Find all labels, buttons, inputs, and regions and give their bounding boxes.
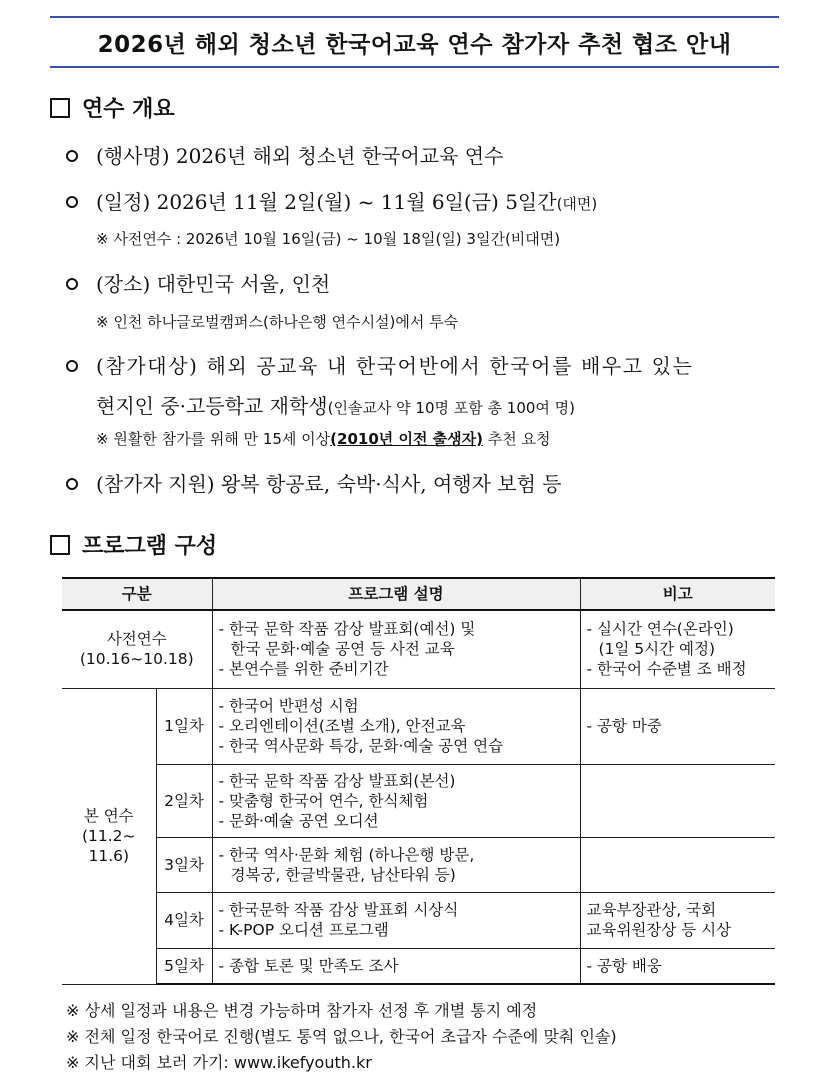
day-note xyxy=(580,892,775,948)
day-label: 3일차 xyxy=(156,837,212,892)
bullet-text: (참가대상) 해외 공교육 내 한국어반에서 한국어를 배우고 있는 xyxy=(96,354,694,378)
main-training-label: 본 연수 xyxy=(83,807,134,825)
table-row-pre xyxy=(62,610,775,688)
day-note xyxy=(580,837,775,892)
day-note xyxy=(580,948,775,984)
pre-training-note xyxy=(580,610,775,688)
bullet-schedule xyxy=(66,186,597,215)
section-heading-text: 프로그램 구성 xyxy=(82,534,218,559)
note-line: (1일 5시간 예정) xyxy=(598,640,716,659)
footnote-language: ※ 전체 일정 한국어로 진행(별도 통역 없으나, 한국어 초급자 수준에 맞춰 인솔) xyxy=(66,1027,617,1046)
main-training-dates: (11.2~ xyxy=(81,827,136,845)
document-title-box xyxy=(50,16,779,68)
desc-line: - 맞춤형 한국어 연수, 한식체험 xyxy=(218,791,429,810)
note-line: - 한국어 수준별 조 배정 xyxy=(586,660,747,679)
bullet-text: (일정) 2026년 11월 2일(월) ~ 11월 6일(금) 5일간 xyxy=(96,190,557,214)
bullet-text: 현지인 중·고등학교 재학생 xyxy=(96,394,328,418)
note-age-requirement xyxy=(96,428,551,449)
desc-line: - 종합 토론 및 만족도 조사 xyxy=(218,956,399,975)
day-label: 2일차 xyxy=(156,764,212,837)
header-remarks: 비고 xyxy=(580,578,775,610)
bullet-target-line2 xyxy=(96,390,575,419)
circle-bullet-icon xyxy=(66,150,78,162)
day-desc xyxy=(212,688,580,764)
bullet-text: (장소) 대한민국 서울, 인천 xyxy=(96,272,331,296)
day-desc xyxy=(212,764,580,837)
note-line: 교육위원장상 등 시상 xyxy=(586,921,732,939)
bullet-venue xyxy=(66,268,330,297)
main-training-label-cell xyxy=(62,688,156,984)
checkbox-square-icon xyxy=(50,98,70,118)
day-desc xyxy=(212,948,580,984)
day-label: 1일차 xyxy=(156,688,212,764)
section-heading-overview xyxy=(50,92,175,123)
circle-bullet-icon xyxy=(66,360,78,372)
day-label: 5일차 xyxy=(156,948,212,984)
bullet-suffix: (인솔교사 약 10명 포함 총 100여 명) xyxy=(327,399,576,417)
table-row-day3 xyxy=(62,837,775,892)
pre-training-label-cell xyxy=(62,610,212,688)
desc-line: - 한국어 반편성 시험 xyxy=(218,697,359,715)
bullet-support xyxy=(66,468,562,497)
day-note xyxy=(580,764,775,837)
header-category: 구분 xyxy=(62,578,212,610)
day-desc xyxy=(212,837,580,892)
program-table xyxy=(62,577,775,985)
bullet-suffix: (대면) xyxy=(556,195,598,213)
note-line: - 공항 배웅 xyxy=(586,956,662,975)
document-title: 2026년 해외 청소년 한국어교육 연수 참가자 추천 협조 안내 xyxy=(97,31,732,58)
desc-line: - 본연수를 위한 준비기간 xyxy=(218,660,389,679)
note-line: - 공항 마중 xyxy=(586,717,662,735)
note-emphasis: (2010년 이전 출생자) xyxy=(330,430,484,448)
table-header-row xyxy=(62,578,775,610)
bullet-target xyxy=(66,350,694,379)
note-text: ※ 원활한 참가를 위해 만 15세 이상 xyxy=(96,430,331,448)
circle-bullet-icon xyxy=(66,278,78,290)
header-description: 프로그램 설명 xyxy=(212,578,580,610)
section-heading-program xyxy=(50,529,217,560)
desc-line: - 한국 문학 작품 감상 발표회(본선) xyxy=(218,771,456,790)
desc-line: - 문화·예술 공연 오디션 xyxy=(218,811,379,830)
circle-bullet-icon xyxy=(66,478,78,490)
bullet-event-name xyxy=(66,140,503,169)
day-desc xyxy=(212,892,580,948)
table-row-day5 xyxy=(62,948,775,984)
table-row-day4 xyxy=(62,892,775,948)
day-note xyxy=(580,688,775,764)
footnote-past-event-link[interactable]: ※ 지난 대회 보러 가기: www.ikefyouth.kr xyxy=(66,1053,372,1072)
circle-bullet-icon xyxy=(66,196,78,208)
pre-training-dates: (10.16~10.18) xyxy=(79,650,194,669)
pre-training-label: 사전연수 xyxy=(106,630,167,649)
table-row-day2 xyxy=(62,764,775,837)
pre-training-desc xyxy=(212,610,580,688)
note-text: 추천 요청 xyxy=(483,430,551,448)
section-heading-text: 연수 개요 xyxy=(82,97,175,122)
footnote-schedule-change: ※ 상세 일정과 내용은 변경 가능하며 참가자 선정 후 개별 통지 예정 xyxy=(66,1001,538,1020)
desc-line: - 오리엔테이션(조별 소개), 안전교육 xyxy=(218,717,466,735)
bullet-text: (행사명) 2026년 해외 청소년 한국어교육 연수 xyxy=(96,144,504,168)
main-training-dates: 11.6) xyxy=(88,847,130,865)
note-accommodation: ※ 인천 하나글로벌캠퍼스(하나은행 연수시설)에서 투숙 xyxy=(96,313,459,331)
desc-line: - 한국 역사·문화 체험 (하나은행 방문, xyxy=(218,845,475,864)
day-label: 4일차 xyxy=(156,892,212,948)
desc-line: - K-POP 오디션 프로그램 xyxy=(218,921,389,939)
note-line: 교육부장관상, 국회 xyxy=(586,901,717,919)
desc-line: 경복궁, 한글박물관, 남산타워 등) xyxy=(230,865,456,884)
desc-line: 한국 문화·예술 공연 등 사전 교육 xyxy=(230,640,455,659)
checkbox-square-icon xyxy=(50,535,70,555)
desc-line: - 한국 역사문화 특강, 문화·예술 공연 연습 xyxy=(218,737,504,755)
note-line: - 실시간 연수(온라인) xyxy=(586,620,734,639)
desc-line: - 한국 문학 작품 감상 발표회(예선) 및 xyxy=(218,620,476,639)
bullet-text: (참가자 지원) 왕복 항공료, 숙박·식사, 여행자 보험 등 xyxy=(96,472,562,496)
note-pre-training: ※ 사전연수 : 2026년 10월 16일(금) ~ 10월 18일(일) 3일간(비대면) xyxy=(96,230,561,248)
table-row-day1 xyxy=(62,688,775,764)
desc-line: - 한국문학 작품 감상 발표회 시상식 xyxy=(218,901,459,919)
